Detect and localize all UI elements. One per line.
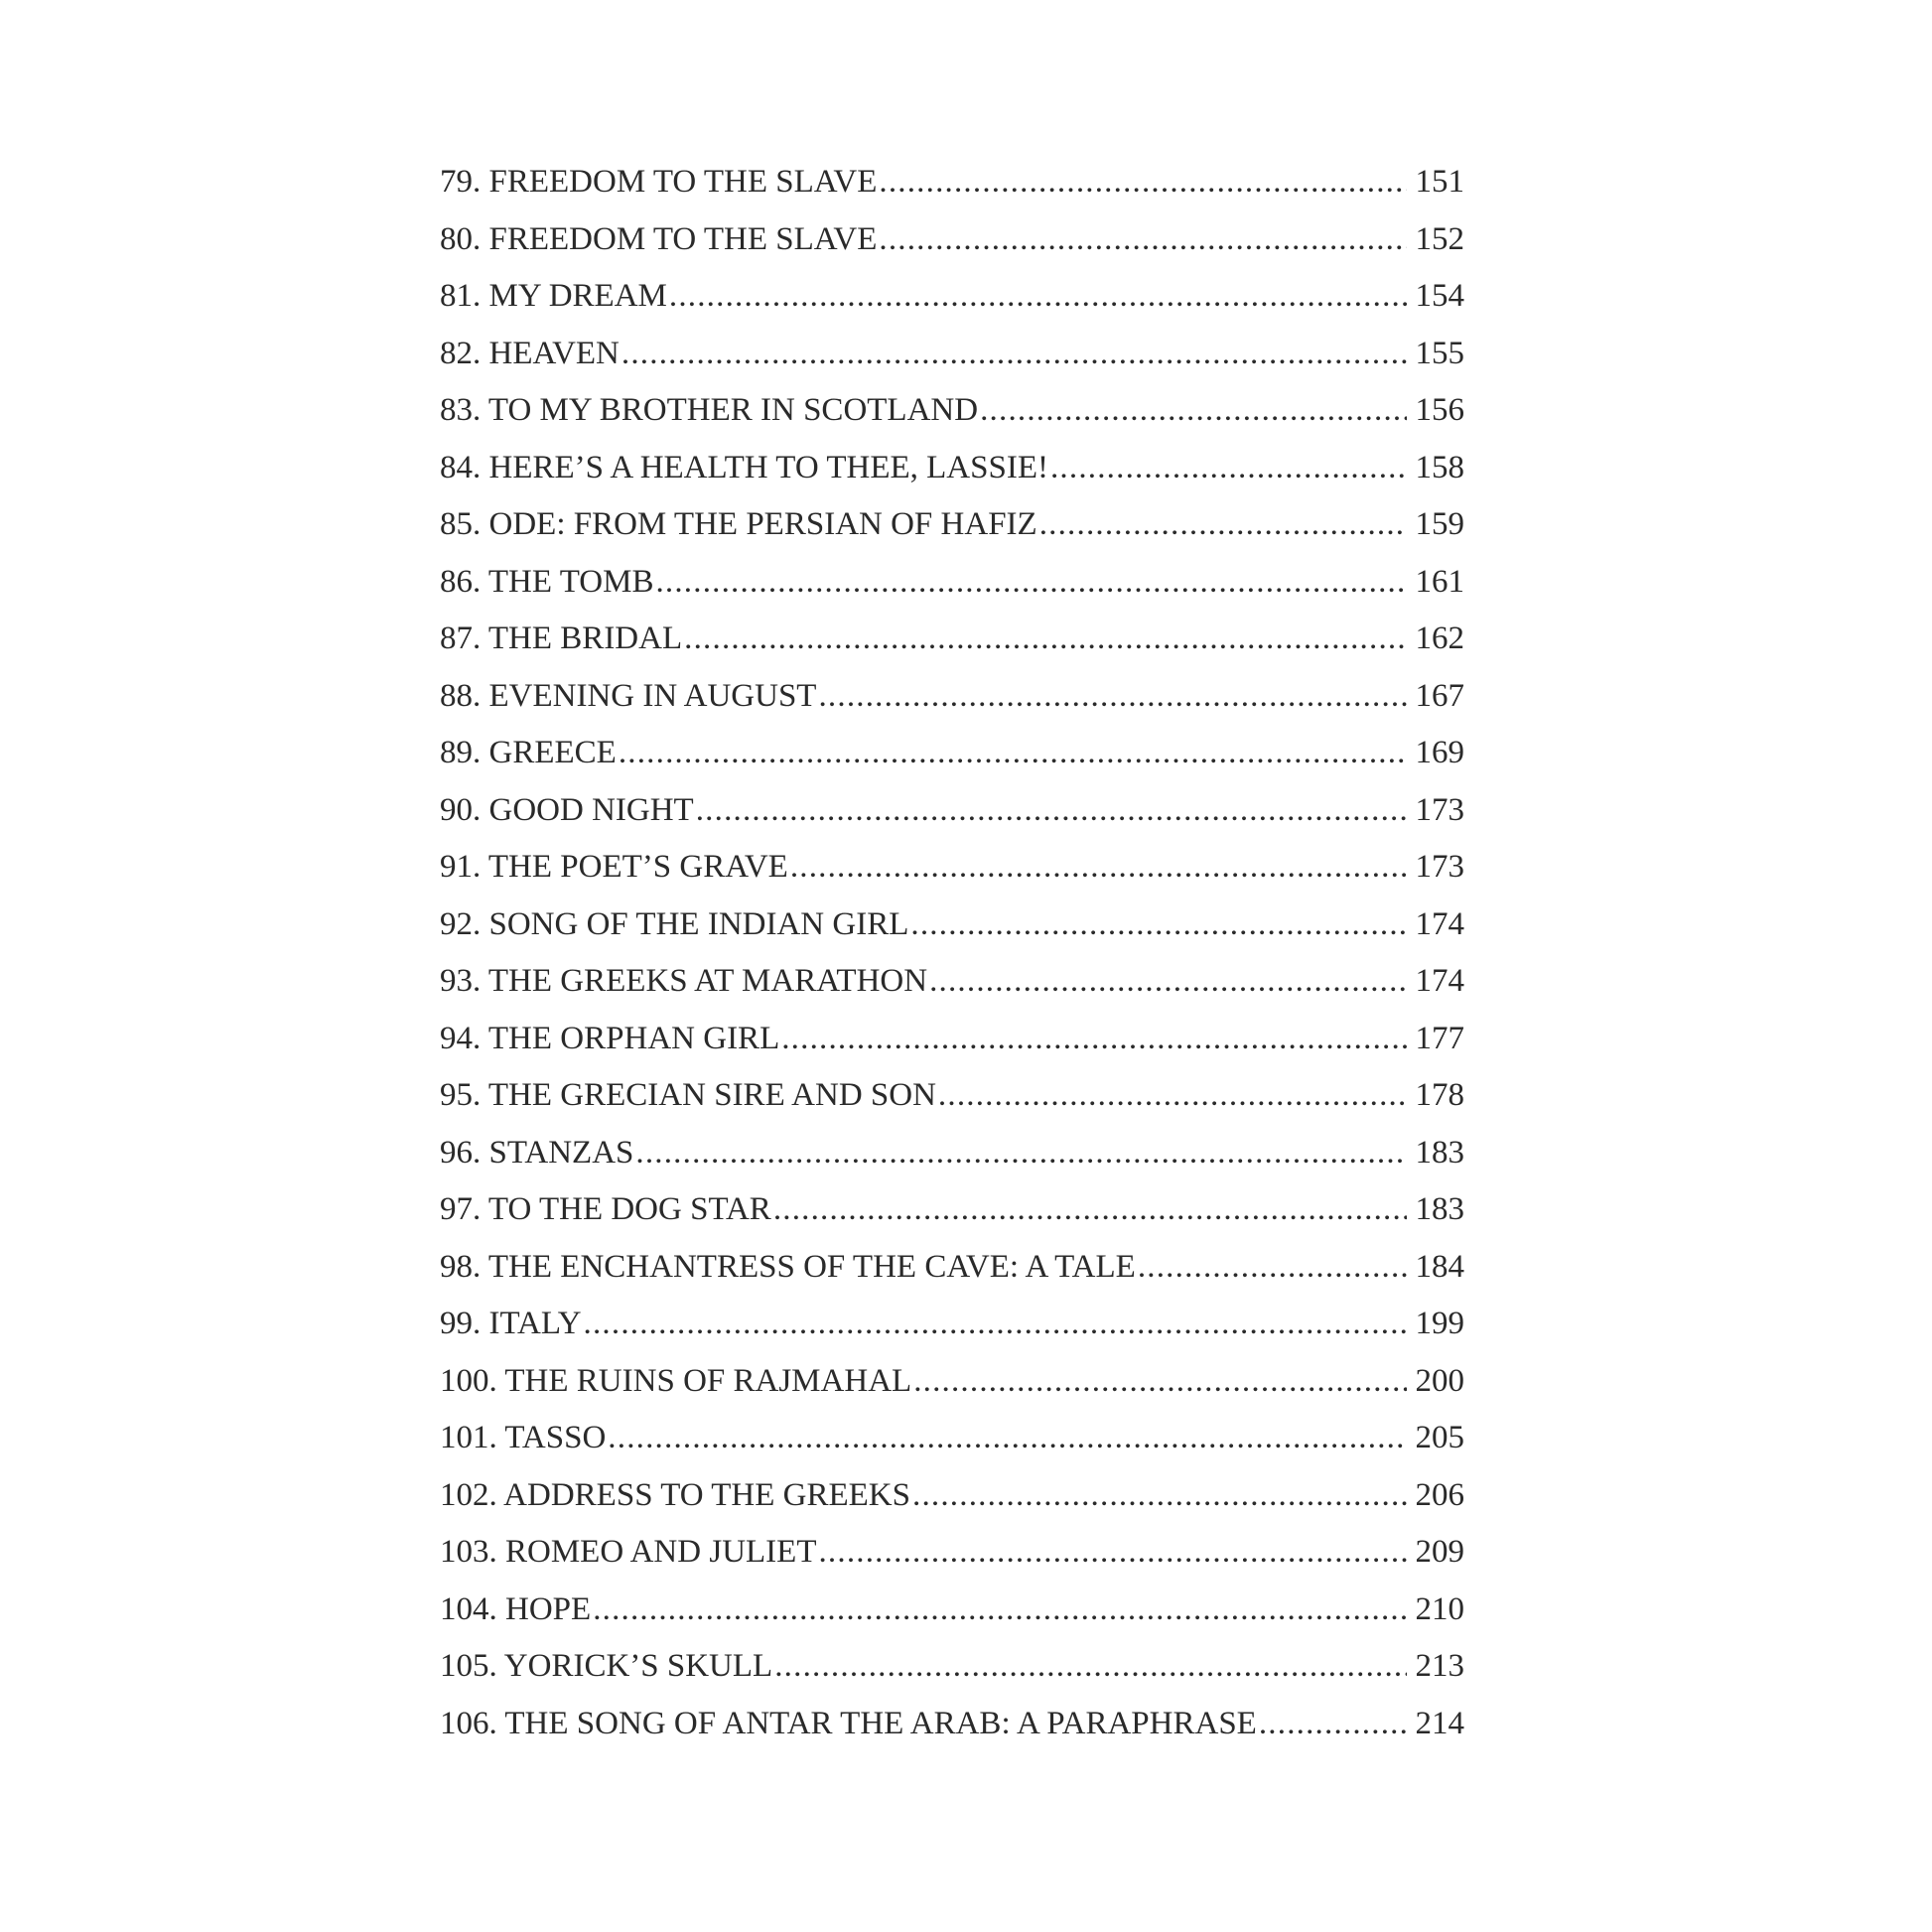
- dot-leader: [1259, 1696, 1407, 1753]
- toc-entry-title: 81. MY DREAM: [440, 278, 667, 314]
- toc-entry-page: 152: [1415, 220, 1464, 257]
- dot-leader: [619, 725, 1407, 782]
- toc-entry: [440, 1696, 1464, 1753]
- toc-entry-title: 80. FREEDOM TO THE SLAVE: [440, 220, 878, 257]
- toc-entry: [440, 1524, 1464, 1582]
- toc-entry-page: 173: [1415, 791, 1464, 828]
- toc-entry: [440, 1011, 1464, 1068]
- toc-entry-page: 210: [1415, 1590, 1464, 1627]
- toc-entry: [440, 1296, 1464, 1353]
- dot-leader: [669, 268, 1407, 326]
- toc-entry-title: 94. THE ORPHAN GIRL: [440, 1020, 780, 1056]
- toc-entry-page: 173: [1415, 849, 1464, 885]
- toc-entry-title: 87. THE BRIDAL: [440, 621, 683, 656]
- toc-entry-title: 85. ODE: FROM THE PERSIAN OF HAFIZ: [440, 506, 1037, 542]
- toc-entry-title: 106. THE SONG OF ANTAR THE ARAB: A PARAPHRASE: [440, 1705, 1257, 1741]
- dot-leader: [584, 1296, 1407, 1353]
- toc-entry-title: 89. GREECE: [440, 735, 617, 770]
- toc-entry-title: 95. THE GRECIAN SIRE AND SON: [440, 1077, 936, 1113]
- toc-entry: [440, 211, 1464, 269]
- toc-entry: [440, 611, 1464, 668]
- toc-entry: [440, 668, 1464, 726]
- dot-leader: [635, 1125, 1407, 1182]
- toc-entry-page: 156: [1415, 392, 1464, 428]
- toc-entry-page: 199: [1415, 1306, 1464, 1341]
- toc-entry-page: 169: [1415, 735, 1464, 770]
- toc-entry: [440, 382, 1464, 440]
- toc-entry-title: 86. THE TOMB: [440, 563, 654, 600]
- toc-entry: [440, 1467, 1464, 1525]
- toc-entry: [440, 1353, 1464, 1411]
- toc-entry: [440, 1638, 1464, 1696]
- toc-entry-page: 154: [1415, 278, 1464, 314]
- toc-entry-title: 96. STANZAS: [440, 1134, 634, 1171]
- toc-entry: [440, 326, 1464, 383]
- toc-entry-title: 100. THE RUINS OF RAJMAHAL: [440, 1362, 912, 1399]
- toc-entry: [440, 782, 1464, 840]
- toc-entry-title: 93. THE GREEKS AT MARATHON: [440, 963, 928, 999]
- toc-entry-title: 88. EVENING IN AUGUST: [440, 677, 817, 714]
- dot-leader: [1050, 440, 1407, 497]
- toc-entry-title: 84. HERE’S A HEALTH TO THEE, LASSIE!: [440, 449, 1048, 485]
- dot-leader: [912, 1467, 1407, 1525]
- toc-entry: [440, 953, 1464, 1011]
- dot-leader: [818, 1524, 1407, 1582]
- toc-entry-title: 83. TO MY BROTHER IN SCOTLAND: [440, 392, 979, 428]
- toc-entry-title: 92. SONG OF THE INDIAN GIRL: [440, 905, 909, 942]
- dot-leader: [593, 1582, 1407, 1639]
- toc-entry-page: 174: [1415, 963, 1464, 999]
- dot-leader: [684, 611, 1407, 668]
- toc-entry: [440, 154, 1464, 211]
- toc-entry: [440, 554, 1464, 612]
- toc-entry-title: 79. FREEDOM TO THE SLAVE: [440, 164, 878, 200]
- table-of-contents: [440, 154, 1464, 1752]
- dot-leader: [608, 1410, 1407, 1467]
- toc-entry-page: 177: [1415, 1020, 1464, 1056]
- toc-entry-page: 161: [1415, 563, 1464, 600]
- toc-entry: [440, 1582, 1464, 1639]
- toc-entry-page: 151: [1415, 164, 1464, 200]
- dot-leader: [1138, 1239, 1407, 1297]
- toc-entry: [440, 725, 1464, 782]
- toc-entry-title: 82. HEAVEN: [440, 335, 620, 371]
- toc-entry-page: 214: [1415, 1705, 1464, 1741]
- toc-entry: [440, 897, 1464, 954]
- toc-entry-page: 184: [1415, 1248, 1464, 1285]
- dot-leader: [696, 782, 1407, 840]
- toc-entry: [440, 1181, 1464, 1239]
- toc-entry-page: 209: [1415, 1534, 1464, 1570]
- toc-entry-page: 155: [1415, 335, 1464, 371]
- dot-leader: [790, 839, 1407, 897]
- toc-entry-page: 213: [1415, 1648, 1464, 1684]
- dot-leader: [929, 953, 1407, 1011]
- dot-leader: [621, 326, 1407, 383]
- toc-entry-page: 205: [1415, 1420, 1464, 1455]
- toc-entry-page: 167: [1415, 677, 1464, 714]
- dot-leader: [879, 211, 1407, 269]
- toc-entry: [440, 1239, 1464, 1297]
- dot-leader: [773, 1181, 1407, 1239]
- toc-entry-page: 159: [1415, 506, 1464, 542]
- toc-entry-page: 200: [1415, 1362, 1464, 1399]
- toc-entry-title: 98. THE ENCHANTRESS OF THE CAVE: A TALE: [440, 1248, 1136, 1285]
- dot-leader: [938, 1067, 1407, 1125]
- dot-leader: [818, 668, 1407, 726]
- dot-leader: [655, 554, 1407, 612]
- toc-entry-page: 174: [1415, 905, 1464, 942]
- dot-leader: [781, 1011, 1407, 1068]
- toc-entry-title: 91. THE POET’S GRAVE: [440, 849, 788, 885]
- dot-leader: [774, 1638, 1407, 1696]
- toc-entry: [440, 839, 1464, 897]
- toc-entry-title: 103. ROMEO AND JULIET: [440, 1534, 817, 1570]
- toc-entry: [440, 1125, 1464, 1182]
- toc-entry-page: 183: [1415, 1134, 1464, 1171]
- toc-entry-title: 104. HOPE: [440, 1590, 592, 1627]
- toc-entry-page: 158: [1415, 449, 1464, 485]
- toc-entry-title: 101. TASSO: [440, 1420, 607, 1455]
- dot-leader: [879, 154, 1407, 211]
- toc-entry: [440, 268, 1464, 326]
- dot-leader: [910, 897, 1407, 954]
- toc-entry-title: 97. TO THE DOG STAR: [440, 1191, 771, 1227]
- toc-entry-title: 99. ITALY: [440, 1306, 582, 1341]
- toc-entry-title: 102. ADDRESS TO THE GREEKS: [440, 1476, 910, 1513]
- toc-entry-page: 183: [1415, 1191, 1464, 1227]
- toc-entry: [440, 496, 1464, 554]
- toc-entry: [440, 1410, 1464, 1467]
- toc-entry-page: 206: [1415, 1476, 1464, 1513]
- dot-leader: [980, 382, 1407, 440]
- toc-entry: [440, 1067, 1464, 1125]
- toc-entry-title: 105. YORICK’S SKULL: [440, 1648, 773, 1684]
- toc-entry-page: 178: [1415, 1077, 1464, 1113]
- toc-entry-page: 162: [1415, 621, 1464, 656]
- toc-entry: [440, 440, 1464, 497]
- dot-leader: [1039, 496, 1407, 554]
- toc-entry-title: 90. GOOD NIGHT: [440, 791, 694, 828]
- dot-leader: [913, 1353, 1407, 1411]
